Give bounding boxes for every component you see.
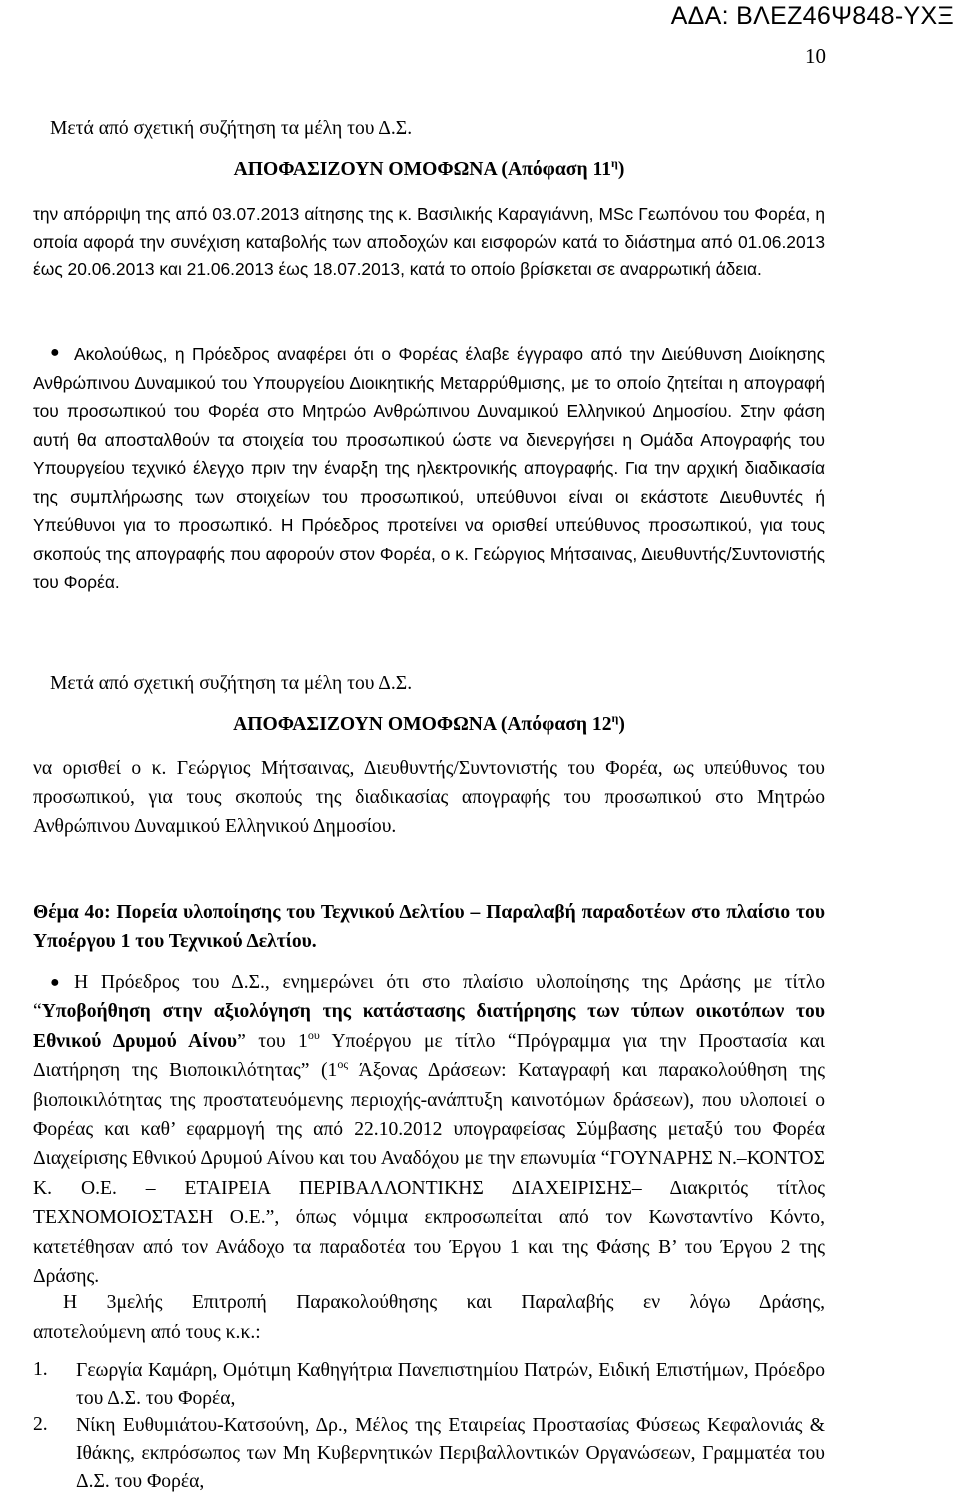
list-number: 1. — [33, 1359, 48, 1380]
decision-heading-11 — [33, 157, 825, 183]
decision-sup: η — [611, 711, 619, 725]
superscript: ος — [337, 1057, 349, 1072]
list-item — [33, 1357, 825, 1413]
decision-close: ) — [617, 159, 625, 180]
bullet-icon: ● — [50, 344, 60, 361]
decision-text: ΑΠΟΦΑΣΙΖΟΥΝ ΟΜΟΦΩΝΑ (Απόφαση 11 — [233, 159, 611, 180]
committee-line-2: αποτελούμενη από τους κ.κ.: — [33, 1322, 261, 1343]
decision-heading-12 — [33, 712, 825, 738]
bullet-icon: ● — [50, 974, 60, 991]
bullet-paragraph-registry: Ακολούθως, η Πρόεδρος αναφέρει ότι ο Φορέας έλαβε έγγραφο από την Διεύθυνση Διοίκησης Ανθρώπινου Δυναμικού του Υπουργείου Διοικητικής Μεταρρύθμισης, με το οποίο ζητείται η απογραφή του προσωπικού του Φορέα στο Μητρώο Ανθρώπινου Δυναμικού Ελληνικού Δημοσίου. Στην φάση αυτή θα αποσταλθούν τα στοιχεία του προσωπικού ώστε να διενεργήσει η Ομάδα Απογραφής του Υπουργείου τεχνικό έλεγχο πριν την έναρξη της ηλεκτρονικής απογραφής. Για την αρχική διαδικασία της συμπλήρωσης των στοιχείων του προσωπικού, υπεύθυνοι είναι οι εκάστοτε Διευθυντές ή Υπεύθυνοι για το προσωπικό. Η Πρόεδρος προτείνει να ορισθεί υπεύθυνος προσωπικού, για τους σκοπούς της απογραφής που αφορούν στον Φορέα, ο κ. Γεώργιος Μήτσαινας, Διευθυντής/Συντονιστής του Φορέα. — [33, 344, 825, 592]
text-part: Η Πρόεδρος του Δ.Σ., ενημερώνει ότι στο πλαίσιο υλοποίησης της Δράσης με τίτλο “ — [33, 972, 825, 1023]
text-part: Άξονας Δράσεων: Καταγραφή και παρακολούθηση της βιοποικιλότητας της προστατευόμενης περιοχής-ανάπτυξη καινοτόμων δράσεων), που υλοποιεί ο Φορέας και καθ’ εφαρμογή της από 22.10.2012 υπογραφείσας Σύμβασης μεταξύ του Φορέα Διαχείρισης Εθνικού Δρυμού Αίνου και του Αναδόχου με την επωνυμία “ΓΟΥΝΑΡΗΣ Ν.–ΚΟΝΤΟΣ Κ. Ο.Ε. – ΕΤΑΙΡΕΙΑ ΠΕΡΙΒΑΛΛΟΝΤΙΚΗΣ ΔΙΑΧΕΙΡΙΣΗΣ– Διακριτός τίτλος ΤΕΧΝΟΜΟΙΟΣΤΑΣΗ Ο.Ε.”, όπως νόμιμα εκπροσωπείται από τον Κωνσταντίνο Κόντο, κατετέθησαν από τον Ανάδοχο τα παραδοτέα του Έργου 1 και της Φάσης Β’ του Έργου 2 της Δράσης. — [33, 1060, 825, 1288]
decision-12-body: να ορισθεί ο κ. Γεώργιος Μήτσαινας, Διευθυντής/Συντονιστής του Φορέα, ως υπεύθυνος του προσωπικού, για τους σκοπούς της διαδικασίας απογραφής του προσωπικού στο Μητρώο Ανθρώπινου Δυναμικού Ελληνικού Δημοσίου. — [33, 758, 825, 837]
topic-heading: Θέμα 4ο: Πορεία υλοποίησης του Τεχνικού Δελτίου – Παραλαβή παραδοτέων στο πλαίσιο του Υποέργου 1 του Τεχνικού Δελτίου. — [33, 902, 825, 952]
page-number: 10 — [805, 44, 826, 68]
committee-line-1: Η 3μελής Επιτροπή Παρακολούθησης και Παραλαβής εν λόγω Δράσης, — [63, 1292, 825, 1313]
discussion-line-2: Μετά από σχετική συζήτηση τα μέλη του Δ.Σ. — [50, 673, 413, 694]
text-part: ” του 1 — [237, 1030, 308, 1052]
list-item — [33, 1412, 825, 1496]
ada-code: ΑΔΑ: ΒΛΕΖ46Ψ848-ΥΧΞ — [670, 2, 954, 30]
discussion-line-1: Μετά από σχετική συζήτηση τα μέλη του Δ.Σ. — [50, 118, 413, 139]
action-title: Υποβοήθηση στην αξιολόγηση της κατάστασης διατήρησης των τύπων οικοτόπων του Εθνικού Δρυμού Αίνου — [33, 1001, 825, 1052]
decision-sup: η — [611, 156, 618, 170]
decision-11-body: την απόρριψη της από 03.07.2013 αίτησης της κ. Βασιλικής Καραγιάννη, MSc Γεωπόνου του Φορέα, η οποία αφορά την συνέχιση καταβολής των αποδοχών και εισφορών κατά το διάστημα από 01.06.2013 έως 20.06.2013 και 21.06.2013 έως 18.07.2013, κατά το οποίο βρίσκεται σε αναρρωτική άδεια. — [33, 204, 825, 279]
text-part: Υποέργου με τίτλο “Πρόγραμμα για την Προστασία και Διατήρηση της Βιοποικιλότητας” (1 — [33, 1030, 825, 1082]
decision-close: ) — [618, 714, 625, 735]
list-text: Νίκη Ευθυμιάτου-Κατσούνη, Δρ., Μέλος της Εταιρείας Προστασίας Φύσεως Κεφαλονιάς & Ιθάκης, εκπρόσωπος των Μη Κυβερνητικών Περιβαλλοντικών Οργανώσεων, Γραμματέα του Δ.Σ. του Φορέα, — [76, 1415, 825, 1492]
decision-text: ΑΠΟΦΑΣΙΖΟΥΝ ΟΜΟΦΩΝΑ (Απόφαση 12 — [233, 714, 612, 735]
bullet-paragraph-deliverables — [33, 968, 825, 1291]
list-number: 2. — [33, 1414, 48, 1435]
list-text: Γεωργία Καμάρη, Ομότιμη Καθηγήτρια Πανεπιστημίου Πατρών, Ειδική Επιστήμων, Πρόεδρο του Δ.Σ. του Φορέα, — [76, 1360, 825, 1409]
superscript: ου — [307, 1027, 320, 1042]
